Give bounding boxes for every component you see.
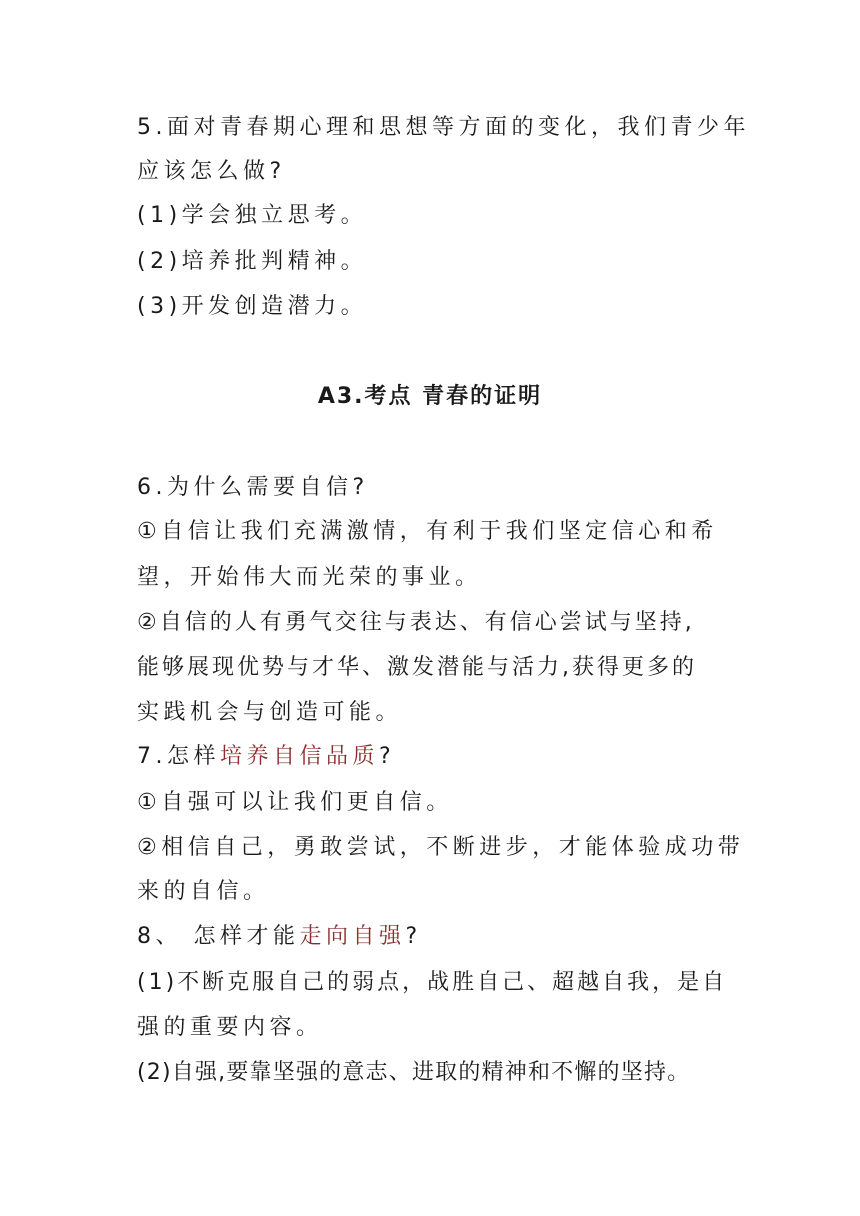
- q7-answer-2-line-2: 来的自信。: [137, 879, 270, 904]
- q6-answer-1-line-2: 望，开始伟大而光荣的事业。: [137, 565, 482, 590]
- q7-question-suffix: ?: [379, 744, 396, 769]
- q5-question-line-2: 应该怎么做?: [137, 159, 286, 184]
- q8-answer-2: (2)自强,要靠坚强的意志、进取的精神和不懈的坚持。: [137, 1060, 691, 1085]
- q7-question-highlight: 培养自信品质: [220, 744, 380, 769]
- q5-answer-1: (1)学会独立思考。: [137, 203, 368, 228]
- q8-answer-1-line-1: (1)不断克服自己的弱点，战胜自己、超越自我，是自: [137, 970, 728, 995]
- q7-question-prefix: 7.怎样: [137, 744, 220, 769]
- q8-question-highlight: 走向自强: [299, 924, 406, 949]
- q8-question-prefix: 8、 怎样才能: [137, 924, 300, 949]
- q7-question: [137, 743, 727, 771]
- q5-answer-2: (2)培养批判精神。: [137, 249, 368, 274]
- section-title: A3.考点 青春的证明: [317, 384, 543, 409]
- q6-answer-2-line-2: 能够展现优势与才华、激发潜能与活力,获得更多的: [137, 655, 697, 680]
- q8-answer-1-line-2: 强的重要内容。: [137, 1015, 323, 1040]
- q6-answer-1-line-1: ①自信让我们充满激情，有利于我们坚定信心和希: [137, 519, 718, 544]
- q8-question-suffix: ?: [405, 924, 422, 949]
- q5-answer-3: (3)开发创造潜力。: [137, 294, 368, 319]
- q6-answer-2-line-1: ②自信的人有勇气交往与表达、有信心尝试与坚持,: [137, 610, 695, 635]
- q7-answer-1: ①自强可以让我们更自信。: [137, 790, 453, 815]
- q6-question: 6.为什么需要自信?: [137, 475, 369, 500]
- q7-answer-2-line-1: ②相信自己，勇敢尝试，不断进步，才能体验成功带: [137, 835, 745, 860]
- q8-question: [137, 923, 727, 951]
- q6-answer-2-line-3: 实践机会与创造可能。: [137, 700, 403, 725]
- q5-question-line-1: 5.面对青春期心理和思想等方面的变化，我们青少年: [137, 115, 750, 140]
